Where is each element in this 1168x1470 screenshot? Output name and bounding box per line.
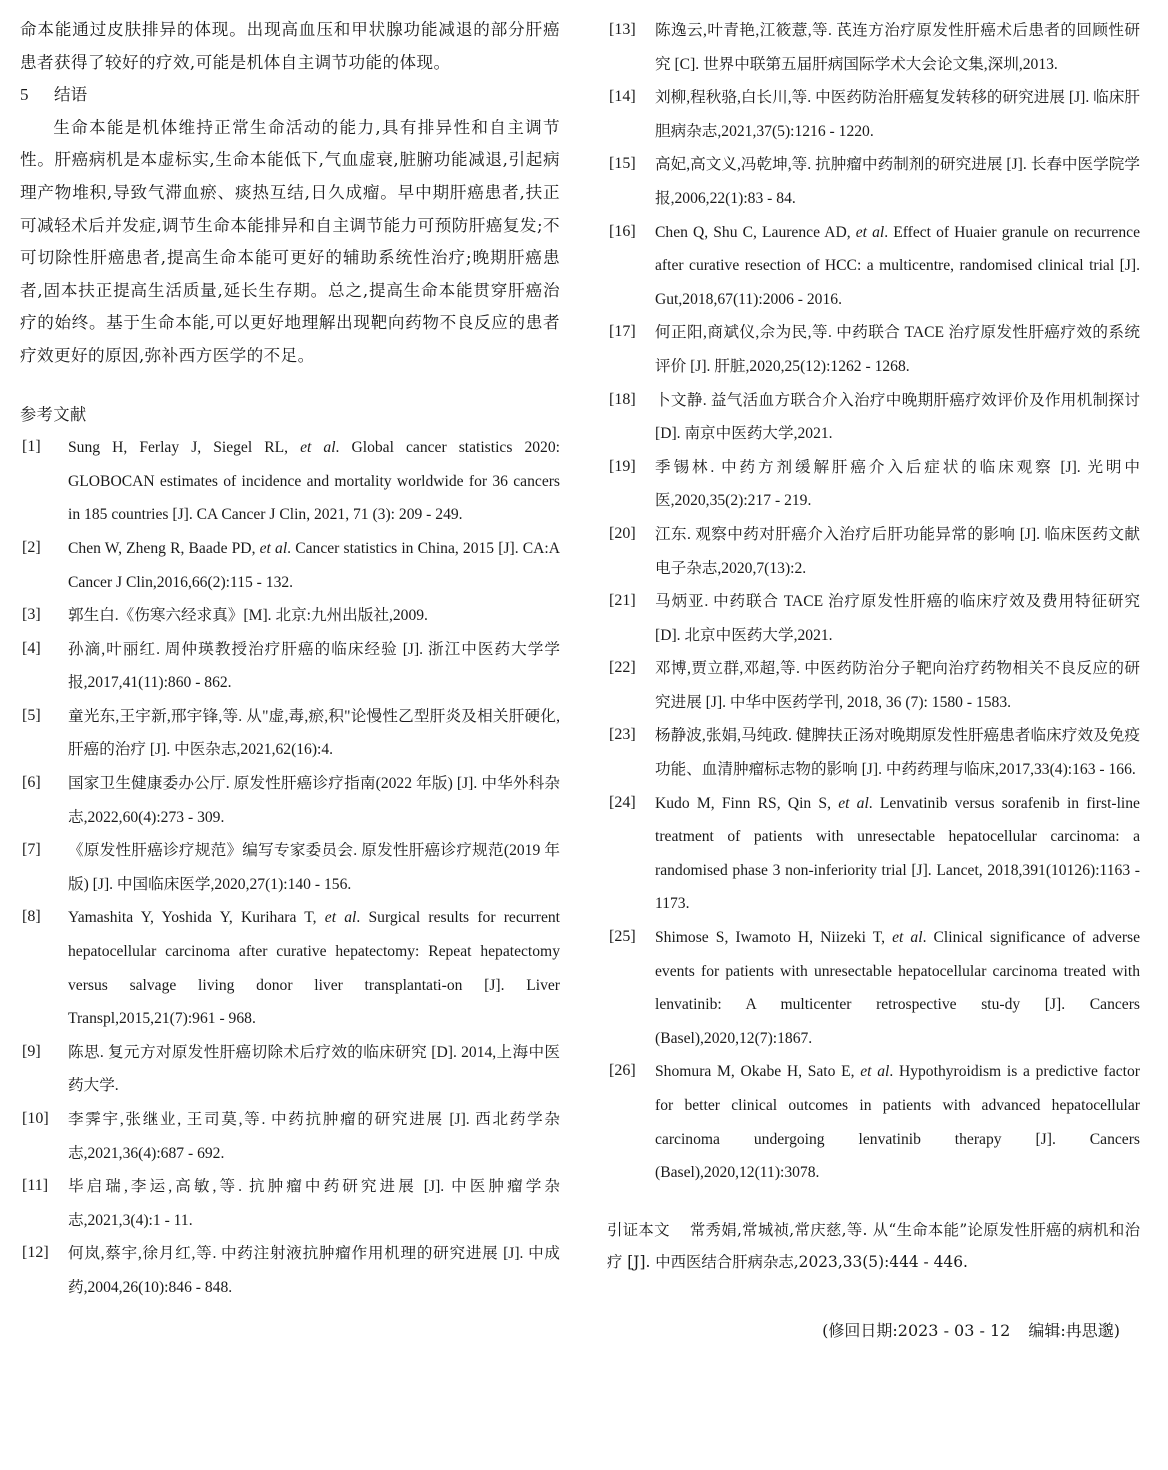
reference-text-rest: . Surgical results for recurrent hepatocellular carcinoma after curative hepatectomy: Repeat hepatectomy versus salvage living donor liver transplantati-on [J]. Liver Transpl,2015,21(7):961 - 968. [68, 909, 560, 1028]
reference-text-main: 李霁宇,张继业, 王司莫,等. 中药抗肿瘤的研究进展 [J]. 西北药学杂志,2021,36(4):687 - 692. [68, 1111, 560, 1162]
reference-number: [13] [609, 21, 636, 38]
reference-text-main: Shimose S, Iwamoto H, Niizeki T, [655, 929, 893, 947]
reference-text-main: Sung H, Ferlay J, Siegel RL, [68, 439, 301, 457]
reference-text-main: Chen W, Zheng R, Baade PD, [68, 539, 260, 557]
reference-item [20, 700, 560, 767]
reference-item [20, 834, 560, 901]
reference-text [68, 775, 560, 826]
references-title: 参考文献 [20, 404, 87, 424]
reference-number: [14] [609, 88, 636, 106]
reference-text-main: 江东. 观察中药对肝癌介入治疗后肝功能异常的影响 [J]. 临床医药文献电子杂志,2020,7(13):2. [655, 525, 1140, 577]
reference-item [607, 719, 1140, 786]
reference-list-right [607, 14, 1140, 1190]
reference-text-main: Yamashita Y, Yoshida Y, Kurihara T, [68, 909, 325, 927]
reference-text [68, 909, 560, 1027]
reference-text-main: Shomura M, Okabe H, Sato E, [655, 1063, 861, 1081]
reference-number: [9] [22, 1042, 41, 1060]
reference-text-rest: . Cancer statistics in China, 2015 [J]. CA:A Cancer J Clin,2016,66(2):115 - 132. [68, 539, 560, 591]
reference-text [68, 1178, 560, 1229]
citation-block [607, 1214, 1140, 1279]
reference-text [655, 929, 1140, 1047]
reference-text-main: 马炳亚. 中药联合 TACE 治疗原发性肝癌的临床疗效及费用特征研究 [D]. 北京中医药大学,2021. [655, 593, 1140, 644]
reference-item [607, 787, 1140, 921]
reference-item [607, 384, 1140, 451]
reference-number: [20] [609, 524, 636, 542]
reference-item [20, 532, 560, 599]
reference-item [20, 1237, 560, 1304]
reference-item [607, 652, 1140, 719]
reference-text-main: 孙滴,叶丽红. 周仲瑛教授治疗肝癌的临床经验 [J]. 浙江中医药大学学报,2017,41(11):860 - 862. [68, 640, 560, 692]
reference-et-al: et al [838, 794, 869, 812]
reference-item [20, 1170, 560, 1237]
body-paragraph-continued: 命本能通过皮肤排异的体现。出现高血压和甲状腺功能减退的部分肝癌患者获得了较好的疗效,可能是机体自主调节功能的体现。 [20, 20, 560, 72]
reference-text [655, 459, 1140, 510]
reference-number: [6] [22, 774, 41, 792]
reference-text-main: 季锡林. 中药方剂缓解肝癌介入后症状的临床观察 [J]. 光明中医,2020,35(2):217 - 219. [655, 458, 1140, 510]
revision-date: (修回日期:2023 - 03 - 12 [822, 1320, 1011, 1340]
reference-text [655, 89, 1140, 140]
reference-number: [4] [22, 639, 41, 657]
reference-text-main: Chen Q, Shu C, Laurence AD, [655, 223, 856, 241]
reference-item [607, 518, 1140, 585]
reference-text [68, 641, 560, 692]
reference-text [655, 795, 1140, 913]
reference-et-al: et al [855, 223, 885, 241]
reference-et-al: et al [860, 1063, 890, 1081]
reference-text-main: 陈逸云,叶青艳,江筱薏,等. 芪连方治疗原发性肝癌术后患者的回顾性研究 [C]. 世界中联第五届肝病国际学术大会论文集,深圳,2013. [655, 22, 1140, 73]
reference-text [68, 540, 560, 591]
reference-item [607, 921, 1140, 1055]
reference-text [655, 593, 1140, 644]
reference-item [607, 585, 1140, 652]
reference-et-al: et al [324, 909, 357, 927]
reference-item [607, 1055, 1140, 1189]
reference-et-al: et al [300, 439, 336, 457]
reference-text [655, 324, 1140, 375]
reference-text-rest: . Global cancer statistics 2020: GLOBOCAN estimates of incidence and mortality worldwide for 36 cancers in 185 countries [J]. CA Cancer J Clin, 2021, 71 (3): 209 - 249. [68, 439, 560, 524]
reference-number: [10] [22, 1110, 49, 1127]
reference-number: [26] [609, 1062, 636, 1080]
reference-text [655, 22, 1140, 73]
reference-number: [1] [22, 438, 41, 456]
reference-number: [7] [22, 841, 41, 859]
editor-name: 编辑:冉思邈) [1028, 1320, 1120, 1340]
reference-item [20, 599, 560, 633]
reference-item [607, 81, 1140, 148]
reference-number: [21] [609, 592, 636, 610]
reference-number: [24] [609, 793, 636, 811]
reference-text [655, 224, 1140, 308]
reference-text [68, 1245, 560, 1296]
reference-item [20, 1103, 560, 1170]
revision-info [607, 1315, 1120, 1348]
section-title: 结语 [54, 85, 88, 105]
reference-number: [15] [609, 155, 636, 173]
reference-text [655, 727, 1140, 778]
reference-text-main: 高妃,高文义,冯乾坤,等. 抗肿瘤中药制剂的研究进展 [J]. 长春中医学院学报,2006,22(1):83 - 84. [655, 156, 1140, 207]
reference-text-rest: . Hypothyroidism is a predictive factor for better clinical outcomes in patients with advanced hepatocellular carcinoma undergoing lenvatinib therapy [J]. Cancers (Basel),2020,12(11):3078. [655, 1063, 1140, 1182]
reference-text-main: Kudo M, Finn RS, Qin S, [655, 794, 839, 812]
left-column [20, 14, 560, 1305]
reference-text-main: 邓博,贾立群,邓超,等. 中医药防治分子靶向治疗药物相关不良反应的研究进展 [J]. 中华中医药学刊, 2018, 36 (7): 1580 - 1583. [655, 660, 1140, 711]
reference-text [68, 842, 560, 893]
reference-item [607, 216, 1140, 317]
reference-text [655, 660, 1140, 711]
reference-text [68, 439, 560, 523]
reference-item [20, 633, 560, 700]
reference-item [607, 14, 1140, 81]
reference-number: [5] [22, 706, 41, 724]
body-paragraph-conclusion: 生命本能是机体维持正常生命活动的能力,具有排异性和自主调节性。肝癌病机是本虚标实,生命本能低下,气血虚衰,脏腑功能减退,引起病理产物堆积,导致气滞血瘀、痰热互结,日久成瘤。早中期肝癌患者,扶正可减轻术后并发症,调节生命本能排异和自主调节能力可预防肝癌复发;不可切除性肝癌患者,提高生命本能可更好的辅助系统性治疗;晚期肝癌患者,固本扶正提高生活质量,延长生存期。总之,提高生命本能贯穿肝癌治疗的始终。基于生命本能,可以更好地理解出现靶向药物不良反应的患者疗效更好的原因,弥补西方医学的不足。 [20, 117, 560, 365]
reference-text-main: 刘柳,程秋骆,白长川,等. 中医药防治肝癌复发转移的研究进展 [J]. 临床肝胆病杂志,2021,37(5):1216 - 1220. [655, 89, 1140, 140]
reference-text [68, 708, 560, 759]
reference-number: [17] [609, 323, 636, 341]
reference-text-main: 何正阳,商斌仪,佘为民,等. 中药联合 TACE 治疗原发性肝癌疗效的系统评价 [J]. 肝脏,2020,25(12):1262 - 1268. [655, 324, 1140, 375]
reference-number: [2] [22, 538, 41, 556]
reference-text-main: 童光东,王宇新,邢宇锋,等. 从"虚,毒,瘀,积"论慢性乙型肝炎及相关肝硬化,肝癌的治疗 [J]. 中医杂志,2021,62(16):4. [68, 707, 560, 759]
reference-text [655, 1063, 1140, 1181]
reference-text-main: 《原发性肝癌诊疗规范》编写专家委员会. 原发性肝癌诊疗规范(2019 年版) [J]. 中国临床医学,2020,27(1):140 - 156. [68, 842, 560, 893]
reference-text [655, 526, 1140, 577]
reference-list-left [20, 431, 560, 1304]
reference-text-main: 毕启瑞,李运,高敏,等. 抗肿瘤中药研究进展 [J]. 中医肿瘤学杂志,2021,3(4):1 - 11. [68, 1178, 560, 1229]
reference-text-rest: . Clinical significance of adverse events for patients with unresectable hepatocellular carcinoma treated with lenvatinib: A multicenter retrospective stu-dy [J]. Cancers (Basel),2020,12(7):1867. [655, 929, 1140, 1047]
reference-text [68, 1044, 560, 1095]
reference-item [20, 1036, 560, 1103]
reference-text-main: 陈思. 复元方对原发性肝癌切除术后疗效的临床研究 [D]. 2014,上海中医药大学. [68, 1043, 560, 1095]
reference-text [655, 392, 1140, 443]
reference-number: [25] [609, 928, 636, 946]
reference-text-main: 郭生白.《伤寒六经求真》[M]. 北京:九州出版社,2009. [68, 607, 428, 625]
reference-item [607, 148, 1140, 215]
reference-number: [16] [609, 222, 636, 240]
reference-number: [22] [609, 659, 636, 677]
reference-number: [3] [22, 606, 41, 624]
reference-text [68, 607, 428, 624]
reference-et-al: et al [259, 539, 288, 557]
reference-number: [12] [22, 1244, 49, 1262]
reference-item [20, 767, 560, 834]
right-column [607, 14, 1140, 1348]
reference-text-main: 国家卫生健康委办公厅. 原发性肝癌诊疗指南(2022 年版) [J]. 中华外科杂志,2022,60(4):273 - 309. [68, 775, 560, 826]
reference-number: [19] [609, 457, 636, 475]
reference-item [607, 451, 1140, 518]
reference-number: [23] [609, 726, 636, 744]
citation-text: 常秀娟,常城祯,常庆慈,等. 从“生命本能”论原发性肝癌的病机和治疗 [J]. 中西医结合肝病杂志,2023,33(5):444 - 446. [607, 1220, 1140, 1272]
reference-et-al: et al [892, 929, 923, 947]
reference-number: [11] [22, 1177, 49, 1195]
reference-text-main: 何岚,蔡宇,徐月红,等. 中药注射液抗肿瘤作用机理的研究进展 [J]. 中成药,2004,26(10):846 - 848. [68, 1245, 560, 1296]
section-number: 5 [20, 85, 29, 105]
reference-number: [18] [609, 390, 636, 408]
reference-text-main: 卜文静. 益气活血方联合介入治疗中晚期肝癌疗效评价及作用机制探讨 [D]. 南京中医药大学,2021. [655, 391, 1140, 443]
reference-item [607, 316, 1140, 383]
citation-label: 引证本文 [607, 1220, 670, 1239]
reference-item [20, 901, 560, 1035]
reference-text-rest: . Lenvatinib versus sorafenib in first-line treatment of patients with unresectable hepatocellular carcinoma: a randomised phase 3 non-inferiority trial [J]. Lancet, 2018,391(10126):1163 - 1173. [655, 794, 1140, 913]
section-heading [20, 79, 560, 112]
reference-number: [8] [22, 908, 41, 926]
reference-text [68, 1111, 560, 1162]
reference-item [20, 431, 560, 532]
reference-text-rest: . Effect of Huaier granule on recurrence after curative resection of HCC: a multicentre, randomised clinical trial [J]. Gut,2018,67(11):2006 - 2016. [655, 223, 1140, 308]
reference-text-main: 杨静波,张娟,马纯政. 健脾扶正汤对晚期原发性肝癌患者临床疗效及免疫功能、血清肿瘤标志物的影响 [J]. 中药药理与临床,2017,33(4):163 - 166. [655, 727, 1140, 779]
reference-text [655, 156, 1140, 207]
